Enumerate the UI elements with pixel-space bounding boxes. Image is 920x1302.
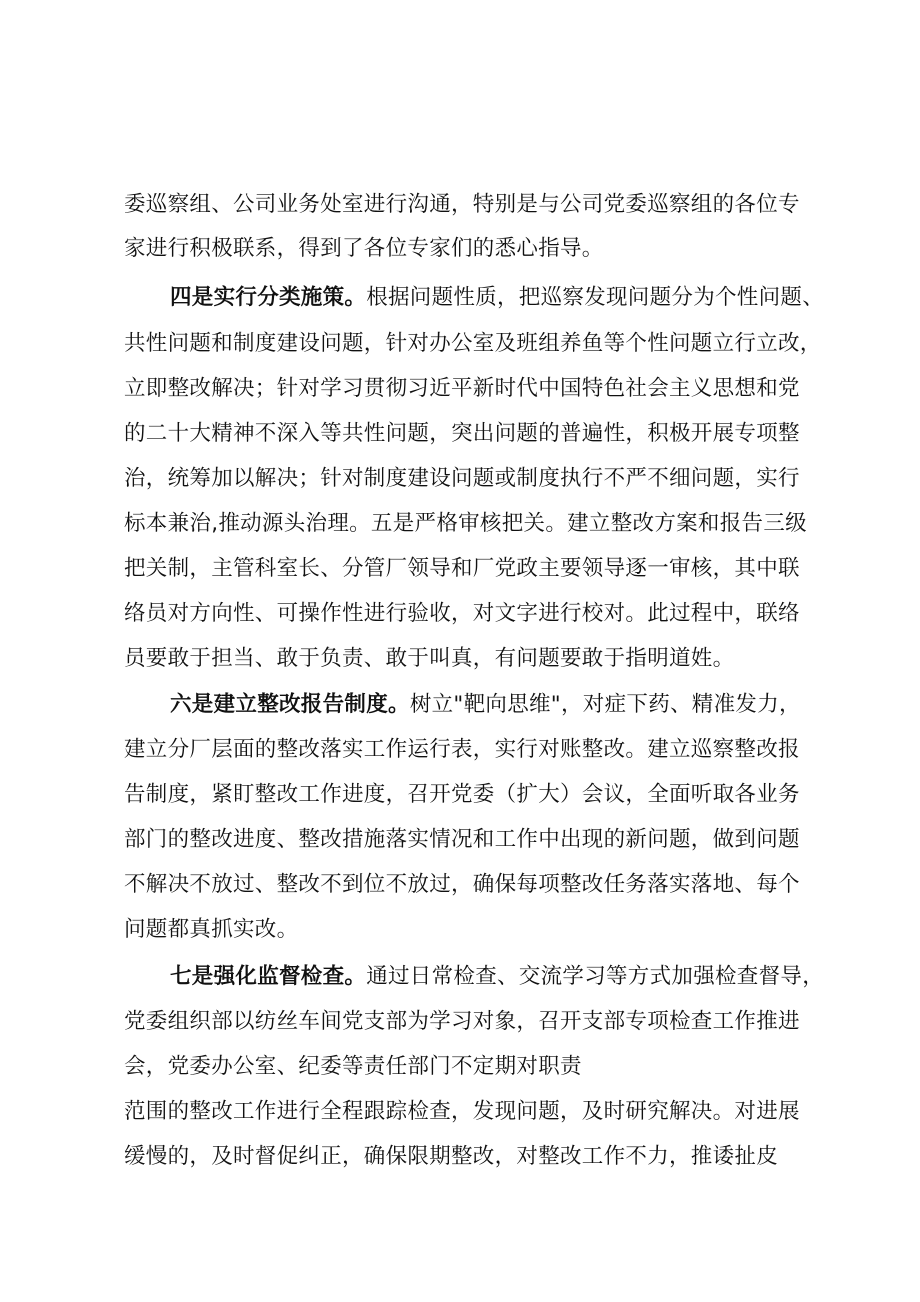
text-line: 部门的整改进度、整改措施落实情况和工作中出现的新问题，做到问题 (124, 827, 800, 852)
text-line: 的二十大精神不深入等共性问题，突出问题的普遍性，积极开展专项整 (124, 421, 800, 446)
text-line: 党委组织部以纺丝车间党支部为学习对象，召开支部专项检查工作推进 (124, 1009, 800, 1034)
paragraph-6-first-line (170, 690, 801, 720)
text-line: 标本兼治,推动源头治理。五是严格审核把关。建立整改方案和报告三级 (124, 511, 807, 536)
text-line: 范围的整改工作进行全程跟踪检查，发现问题，及时研究解决。对进展 (124, 1099, 800, 1124)
text-line: 会，党委办公室、纪委等责任部门不定期对职责 (124, 1054, 582, 1079)
text-line: 立即整改解决；针对学习贯彻习近平新时代中国特色社会主义思想和党 (124, 376, 800, 401)
text-line: 员要敢于担当、敢于负责、敢于叫真，有问题要敢于指明道姓。 (124, 646, 735, 671)
section-heading-4: 四是实行分类施策。 (170, 285, 367, 310)
text-line: 问题都真抓实改。 (124, 917, 299, 942)
text-line: 告制度，紧盯整改工作进度，召开党委（扩大）会议，全面听取各业务 (124, 782, 800, 807)
text-line: 缓慢的，及时督促纠正，确保限期整改，对整改工作不力，推诿扯皮 (124, 1144, 779, 1169)
section-heading-7: 七是强化监督检查。 (170, 964, 367, 989)
paragraph-7-first-line (170, 962, 824, 992)
section-heading-6: 六是建立整改报告制度。 (170, 692, 410, 717)
text-run: 通过日常检查、交流学习等方式加强检查督导， (366, 964, 825, 989)
text-line: 把关制，主管科室长、分管厂领导和厂党政主要领导逐一审核，其中联 (124, 556, 800, 581)
text-line: 家进行积极联系，得到了各位专家们的悉心指导。 (124, 236, 604, 261)
text-line: 共性问题和制度建设问题，针对办公室及班组养鱼等个性问题立行立改， (124, 331, 822, 356)
text-run: 树立"靶向思维"，对症下药、精准发力， (409, 692, 801, 717)
text-line: 不解决不放过、整改不到位不放过，确保每项整改任务落实落地、每个 (124, 872, 800, 897)
paragraph-4-first-line (170, 283, 824, 313)
text-line: 委巡察组、公司业务处室进行沟通，特别是与公司党委巡察组的各位专 (124, 192, 800, 217)
text-line: 络员对方向性、可操作性进行验收，对文字进行校对。此过程中，联络 (124, 601, 800, 626)
text-line: 治，统筹加以解决；针对制度建设问题或制度执行不严不细问题，实行 (124, 466, 800, 491)
text-line: 建立分厂层面的整改落实工作运行表，实行对账整改。建立巡察整改报 (124, 737, 800, 762)
text-run: 根据问题性质，把巡察发现问题分为个性问题、 (366, 285, 825, 310)
